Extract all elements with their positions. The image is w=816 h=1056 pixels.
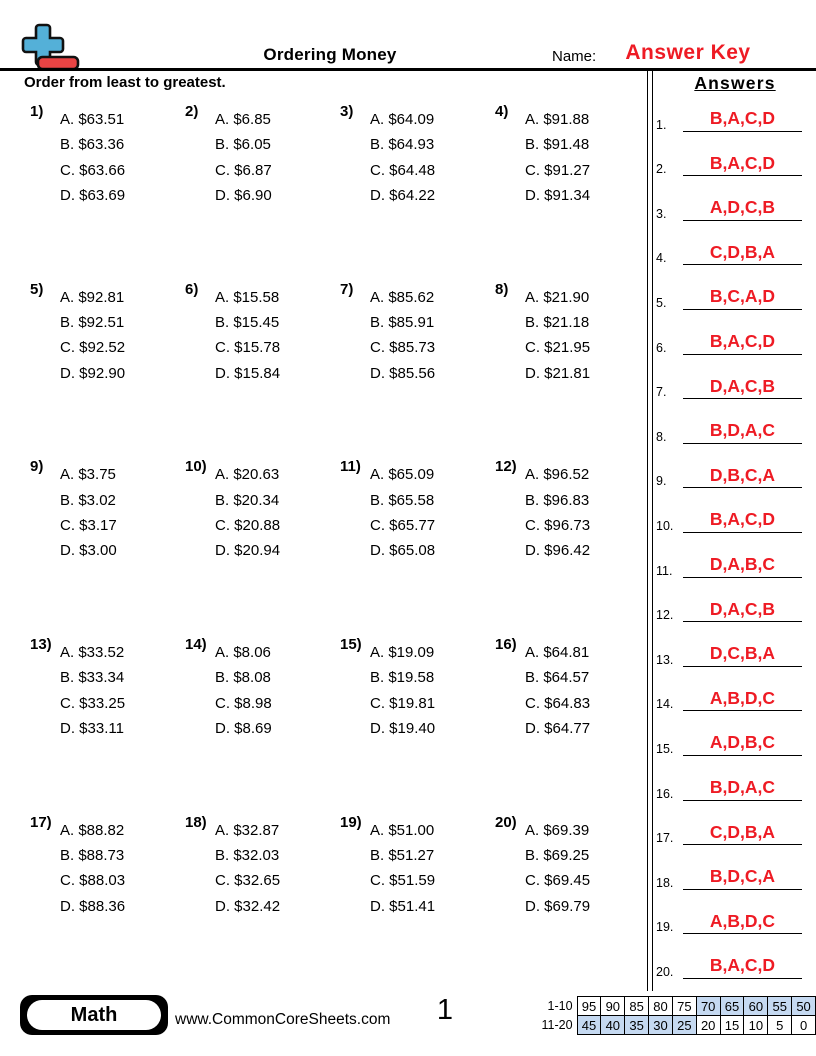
choice-line: D. $20.94 bbox=[215, 542, 281, 560]
answer-number: 4. bbox=[656, 251, 667, 266]
choice-line: A. $88.82 bbox=[60, 821, 125, 839]
grading-cell: 80 bbox=[649, 997, 673, 1016]
problem-number: 20) bbox=[495, 813, 517, 831]
answer-blank: C,D,B,A bbox=[683, 824, 802, 846]
page-title: Ordering Money bbox=[263, 45, 397, 64]
answer-number: 7. bbox=[656, 385, 667, 400]
answer-blank: D,C,B,A bbox=[683, 645, 802, 667]
website-url: www.CommonCoreSheets.com bbox=[175, 1011, 391, 1028]
choice-line: B. $88.73 bbox=[60, 847, 125, 865]
grading-cell: 15 bbox=[720, 1016, 744, 1035]
answer-item-13 bbox=[656, 627, 808, 672]
answer-item-17 bbox=[656, 806, 808, 851]
choice-list bbox=[525, 814, 650, 919]
grading-row-2 bbox=[531, 1016, 816, 1035]
answer-blank: D,B,C,A bbox=[683, 467, 802, 489]
grading-cell: 10 bbox=[744, 1016, 768, 1035]
answer-number: 1. bbox=[656, 117, 667, 132]
choice-line: B. $8.08 bbox=[215, 669, 271, 687]
choice-line: A. $6.85 bbox=[215, 111, 271, 128]
grading-cell: 40 bbox=[601, 1016, 625, 1035]
choice-line: B. $92.51 bbox=[60, 313, 125, 331]
choice-line: B. $20.34 bbox=[215, 491, 280, 509]
choice-line: D. $88.36 bbox=[60, 897, 126, 915]
choice-line: C. $51.59 bbox=[370, 872, 436, 890]
choice-line: D. $8.69 bbox=[215, 719, 272, 737]
answer-blank: A,B,D,C bbox=[683, 913, 802, 935]
problem-number: 9) bbox=[30, 458, 44, 476]
answer-number: 18. bbox=[656, 875, 674, 890]
grading-row-1 bbox=[531, 997, 816, 1016]
problem-20 bbox=[495, 814, 650, 992]
choice-line: B. $64.93 bbox=[370, 136, 435, 154]
grading-cell: 85 bbox=[625, 997, 649, 1016]
answer-blank: A,D,C,B bbox=[683, 199, 802, 221]
choice-line: C. $63.66 bbox=[60, 161, 126, 179]
answer-number: 13. bbox=[656, 652, 674, 667]
choice-line: A. $21.90 bbox=[525, 288, 590, 306]
problem-16 bbox=[495, 636, 650, 814]
choice-line: C. $88.03 bbox=[60, 872, 126, 890]
answer-number: 11. bbox=[656, 563, 673, 578]
choice-line: D. $92.90 bbox=[60, 364, 126, 382]
answer-key-text: Answer Key bbox=[625, 41, 751, 64]
choice-line: A. $69.39 bbox=[525, 821, 590, 839]
answer-blank: B,A,C,D bbox=[683, 110, 802, 132]
answer-blank: D,A,C,B bbox=[683, 601, 802, 623]
choice-list bbox=[60, 458, 185, 563]
choice-line: B. $51.27 bbox=[370, 847, 435, 865]
answers-list bbox=[656, 92, 808, 984]
problem-3 bbox=[340, 103, 495, 281]
answer-blank: B,D,A,C bbox=[683, 422, 802, 444]
problem-6 bbox=[185, 281, 340, 459]
choice-line: D. $51.41 bbox=[370, 897, 436, 915]
answer-item-16 bbox=[656, 761, 808, 806]
choice-line: A. $85.62 bbox=[370, 288, 435, 306]
choice-line: B. $33.34 bbox=[60, 669, 125, 687]
choice-line: C. $91.27 bbox=[525, 161, 591, 179]
choice-list bbox=[215, 814, 340, 919]
problem-1 bbox=[30, 103, 185, 281]
answer-item-3 bbox=[656, 181, 808, 226]
choice-line: C. $69.45 bbox=[525, 872, 591, 890]
answer-blank: B,A,C,D bbox=[683, 957, 802, 979]
choice-line: B. $63.36 bbox=[60, 136, 125, 154]
choice-line: D. $64.22 bbox=[370, 186, 436, 204]
choice-line: A. $63.51 bbox=[60, 111, 125, 128]
choice-line: A. $8.06 bbox=[215, 644, 271, 662]
grading-cell: 75 bbox=[672, 997, 696, 1016]
grading-cell: 90 bbox=[601, 997, 625, 1016]
choice-line: D. $85.56 bbox=[370, 364, 436, 382]
answer-number: 12. bbox=[656, 608, 674, 623]
choice-line: A. $32.87 bbox=[215, 821, 280, 839]
answer-number: 17. bbox=[656, 831, 674, 846]
grading-cell: 65 bbox=[720, 997, 744, 1016]
problem-11 bbox=[340, 458, 495, 636]
answer-item-18 bbox=[656, 850, 808, 895]
choice-line: D. $91.34 bbox=[525, 186, 591, 204]
choice-line: B. $15.45 bbox=[215, 313, 280, 331]
problem-number: 16) bbox=[495, 636, 517, 654]
problem-19 bbox=[340, 814, 495, 992]
choice-line: C. $96.73 bbox=[525, 516, 591, 534]
choice-line: A. $96.52 bbox=[525, 466, 590, 484]
choice-line: C. $8.98 bbox=[215, 694, 272, 712]
choice-list bbox=[525, 103, 650, 208]
answer-item-15 bbox=[656, 716, 808, 761]
answer-number: 5. bbox=[656, 295, 667, 310]
answer-item-4 bbox=[656, 226, 808, 271]
answer-blank: B,A,C,D bbox=[683, 511, 802, 533]
answer-blank: B,C,A,D bbox=[683, 288, 802, 310]
choice-line: C. $32.65 bbox=[215, 872, 281, 890]
answer-blank: A,D,B,C bbox=[683, 734, 802, 756]
problem-17 bbox=[30, 814, 185, 992]
problem-number: 13) bbox=[30, 636, 52, 654]
problem-number: 12) bbox=[495, 458, 517, 476]
problem-number: 18) bbox=[185, 813, 207, 831]
answer-number: 6. bbox=[656, 340, 667, 355]
choice-list bbox=[215, 103, 340, 208]
problem-number: 8) bbox=[495, 280, 509, 298]
answer-item-14 bbox=[656, 672, 808, 717]
answer-blank: B,A,C,D bbox=[683, 155, 802, 177]
problem-4 bbox=[495, 103, 650, 281]
problem-14 bbox=[185, 636, 340, 814]
answer-blank: C,D,B,A bbox=[683, 244, 802, 266]
answer-blank: A,B,D,C bbox=[683, 690, 802, 712]
choice-list bbox=[60, 814, 185, 919]
answer-item-1 bbox=[656, 92, 808, 137]
choice-line: C. $65.77 bbox=[370, 516, 436, 534]
choice-list bbox=[215, 636, 340, 741]
choice-list bbox=[370, 814, 495, 919]
choice-line: D. $65.08 bbox=[370, 542, 436, 560]
subject-badge bbox=[20, 995, 168, 1035]
problem-5 bbox=[30, 281, 185, 459]
grading-row-label: 11-20 bbox=[541, 1018, 573, 1032]
choice-line: D. $64.77 bbox=[525, 719, 591, 737]
grading-cell: 30 bbox=[649, 1016, 673, 1035]
problems-grid bbox=[30, 103, 650, 991]
choice-line: C. $85.73 bbox=[370, 339, 436, 357]
choice-line: D. $3.00 bbox=[60, 542, 117, 560]
grading-cell: 60 bbox=[744, 997, 768, 1016]
grading-cell: 5 bbox=[768, 1016, 792, 1035]
answer-blank: B,A,C,D bbox=[683, 333, 802, 355]
answer-item-9 bbox=[656, 449, 808, 494]
answer-item-19 bbox=[656, 895, 808, 940]
choice-list bbox=[370, 103, 495, 208]
choice-list bbox=[60, 103, 185, 208]
problem-9 bbox=[30, 458, 185, 636]
choice-line: C. $92.52 bbox=[60, 339, 126, 357]
problem-number: 3) bbox=[340, 103, 354, 120]
problem-number: 19) bbox=[340, 813, 362, 831]
answer-number: 14. bbox=[656, 697, 674, 712]
answer-item-2 bbox=[656, 137, 808, 182]
choice-line: C. $6.87 bbox=[215, 161, 272, 179]
choice-line: D. $19.40 bbox=[370, 719, 436, 737]
grading-cell: 25 bbox=[672, 1016, 696, 1035]
grading-cell: 0 bbox=[792, 1016, 816, 1035]
answers-heading: Answers bbox=[694, 73, 776, 93]
answer-number: 8. bbox=[656, 429, 667, 444]
problem-15 bbox=[340, 636, 495, 814]
answer-blank: B,D,C,A bbox=[683, 868, 802, 890]
answers-divider bbox=[647, 70, 653, 991]
choice-list bbox=[60, 281, 185, 386]
instruction-text: Order from least to greatest. bbox=[24, 74, 226, 91]
choice-line: A. $19.09 bbox=[370, 644, 435, 662]
choice-line: A. $20.63 bbox=[215, 466, 280, 484]
choice-list bbox=[215, 281, 340, 386]
grading-cell: 70 bbox=[696, 997, 720, 1016]
choice-list bbox=[215, 458, 340, 563]
answer-number: 10. bbox=[656, 518, 674, 533]
answer-number: 15. bbox=[656, 741, 674, 756]
choice-line: C. $21.95 bbox=[525, 339, 591, 357]
problem-8 bbox=[495, 281, 650, 459]
choice-line: C. $19.81 bbox=[370, 694, 436, 712]
choice-line: B. $96.83 bbox=[525, 491, 590, 509]
choice-list bbox=[525, 281, 650, 386]
answer-number: 9. bbox=[656, 474, 667, 489]
choice-line: D. $21.81 bbox=[525, 364, 591, 382]
choice-line: A. $15.58 bbox=[215, 288, 280, 306]
choice-line: C. $15.78 bbox=[215, 339, 281, 357]
choice-list bbox=[370, 281, 495, 386]
choice-list bbox=[525, 458, 650, 563]
grading-row-label: 1-10 bbox=[547, 999, 573, 1013]
choice-line: B. $3.02 bbox=[60, 491, 116, 509]
problem-13 bbox=[30, 636, 185, 814]
choice-list bbox=[60, 636, 185, 741]
problem-7 bbox=[340, 281, 495, 459]
header-rule bbox=[0, 68, 816, 71]
choice-line: C. $33.25 bbox=[60, 694, 126, 712]
choice-line: A. $92.81 bbox=[60, 288, 125, 306]
choice-list bbox=[370, 458, 495, 563]
grading-cell: 50 bbox=[792, 997, 816, 1016]
grading-cell: 20 bbox=[696, 1016, 720, 1035]
answer-blank: D,A,B,C bbox=[683, 556, 802, 578]
grading-cell: 35 bbox=[625, 1016, 649, 1035]
answer-item-10 bbox=[656, 493, 808, 538]
problem-2 bbox=[185, 103, 340, 281]
choice-line: D. $32.42 bbox=[215, 897, 281, 915]
problem-number: 14) bbox=[185, 636, 207, 654]
name-label: Name: bbox=[552, 48, 597, 65]
problem-number: 7) bbox=[340, 280, 354, 298]
subject-badge-label: Math bbox=[27, 1000, 161, 1030]
choice-list bbox=[370, 636, 495, 741]
answer-number: 16. bbox=[656, 786, 674, 801]
choice-line: D. $15.84 bbox=[215, 364, 281, 382]
choice-line: D. $69.79 bbox=[525, 897, 591, 915]
page-number: 1 bbox=[436, 994, 454, 1026]
answer-item-5 bbox=[656, 270, 808, 315]
grading-cell: 55 bbox=[768, 997, 792, 1016]
choice-line: B. $65.58 bbox=[370, 491, 435, 509]
choice-line: B. $64.57 bbox=[525, 669, 590, 687]
choice-line: D. $96.42 bbox=[525, 542, 591, 560]
choice-line: B. $85.91 bbox=[370, 313, 435, 331]
answer-number: 3. bbox=[656, 206, 667, 221]
answer-item-12 bbox=[656, 583, 808, 628]
problem-number: 11) bbox=[340, 458, 361, 476]
choice-line: B. $32.03 bbox=[215, 847, 280, 865]
problem-number: 10) bbox=[185, 458, 207, 476]
problem-number: 2) bbox=[185, 103, 199, 120]
choice-line: C. $64.48 bbox=[370, 161, 436, 179]
answer-number: 2. bbox=[656, 162, 667, 177]
answer-item-8 bbox=[656, 404, 808, 449]
choice-line: C. $20.88 bbox=[215, 516, 281, 534]
answer-blank: D,A,C,B bbox=[683, 378, 802, 400]
choice-line: A. $91.88 bbox=[525, 111, 590, 128]
problem-number: 1) bbox=[30, 103, 44, 120]
answer-number: 19. bbox=[656, 920, 674, 935]
grading-scale-body bbox=[531, 997, 816, 1035]
choice-line: A. $3.75 bbox=[60, 466, 116, 484]
choice-line: A. $65.09 bbox=[370, 466, 435, 484]
problem-number: 6) bbox=[185, 280, 199, 298]
choice-line: B. $6.05 bbox=[215, 136, 271, 154]
problem-12 bbox=[495, 458, 650, 636]
answer-item-6 bbox=[656, 315, 808, 360]
choice-line: B. $91.48 bbox=[525, 136, 590, 154]
choice-line: A. $33.52 bbox=[60, 644, 125, 662]
answer-item-7 bbox=[656, 360, 808, 405]
answer-item-11 bbox=[656, 538, 808, 583]
grading-cell: 45 bbox=[577, 1016, 601, 1035]
answer-blank: B,D,A,C bbox=[683, 779, 802, 801]
problem-number: 5) bbox=[30, 280, 44, 298]
choice-line: B. $21.18 bbox=[525, 313, 590, 331]
answer-number: 20. bbox=[656, 964, 674, 979]
grading-scale-table bbox=[531, 996, 816, 1035]
choice-line: C. $64.83 bbox=[525, 694, 591, 712]
choice-line: B. $69.25 bbox=[525, 847, 590, 865]
answer-item-20 bbox=[656, 939, 808, 984]
problem-10 bbox=[185, 458, 340, 636]
choice-line: B. $19.58 bbox=[370, 669, 435, 687]
choice-line: A. $51.00 bbox=[370, 821, 435, 839]
choice-list bbox=[525, 636, 650, 741]
choice-line: C. $3.17 bbox=[60, 516, 117, 534]
choice-line: D. $6.90 bbox=[215, 186, 272, 204]
problem-18 bbox=[185, 814, 340, 992]
choice-line: D. $33.11 bbox=[60, 719, 124, 737]
problem-number: 4) bbox=[495, 103, 509, 120]
grading-cell: 95 bbox=[577, 997, 601, 1016]
problem-number: 15) bbox=[340, 636, 362, 654]
problem-number: 17) bbox=[30, 813, 52, 831]
choice-line: A. $64.81 bbox=[525, 644, 590, 662]
choice-line: A. $64.09 bbox=[370, 111, 435, 128]
choice-line: D. $63.69 bbox=[60, 186, 126, 204]
